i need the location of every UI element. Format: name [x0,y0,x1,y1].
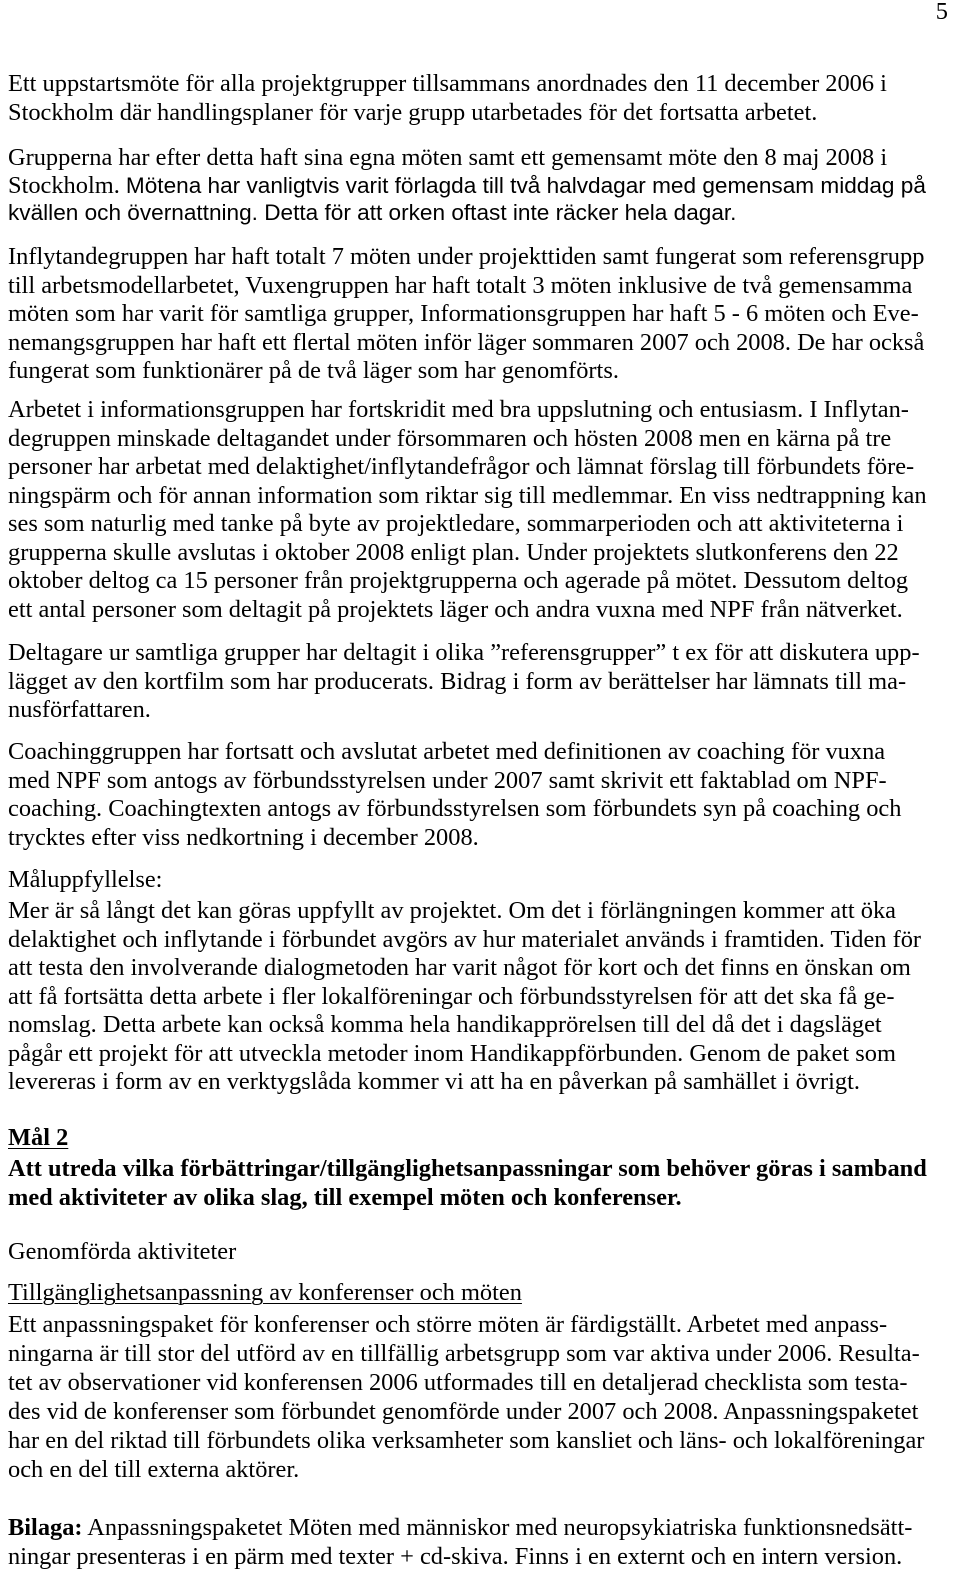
text-line [8,172,952,200]
text-line: coaching. Coachingtexten antogs av förbundsstyrelsen som förbundets syn på coaching och [8,795,902,822]
text-line: lägget av den kortfilm som har producerats. Bidrag i form av berättelser har lämnats till ma- [8,667,907,695]
text-line: till arbetsmodellarbetet, Vuxengruppen har haft totalt 3 möten inklusive de två gemensamma [8,271,913,299]
activities-heading [8,1238,952,1267]
text-line: degruppen minskade deltagandet under försommaren och hösten 2008 men en kärna på tre [8,424,892,452]
text-line: personer har arbetat med delaktighet/inflytandefrågor och lämnat förslag till förbundets före- [8,453,915,480]
activities-subheading [8,1279,952,1308]
text-line: att få fortsätta detta arbete i fler lokalföreningar och förbundsstyrelsen för att det ska få ge- [8,982,895,1010]
text-line [8,1513,952,1542]
paragraph-goal-fulfilment [8,897,952,1097]
text-line: delaktighet och inflytande i förbundet avgörs av hur materialet används i framtiden. Tiden för [8,925,922,953]
text-line: ett antal personer som deltagit på projektets läger och andra vuxna med NPF från nätverket. [8,595,903,623]
paragraph-activities [8,1310,952,1484]
text-line: med aktiviteter av olika slag, till exempel möten och konferenser. [8,1183,682,1211]
text-line: Ett anpassningspaket för konferenser och större möten är färdigställt. Arbetet med anpass- [8,1311,888,1338]
goal2-heading [8,1124,952,1153]
text-line: tet av observationer vid konferensen 2006 utformades till en detaljerad checklista som testa- [8,1369,908,1396]
paragraph-appendix [8,1513,952,1571]
paragraph-kickoff [8,70,952,127]
text-line: oktober deltog ca 15 personer från projektgrupperna och agerade på mötet. Dessutom deltog [8,567,909,594]
goal2-title: Mål 2 [8,1124,69,1151]
text-line: ses som naturlig med tanke på byte av projektledare, sommarperioden och att aktiviteterna i [8,510,904,537]
text-line: nomslag. Detta arbete kan också komma hela handikapprörelsen till del då det i dagsläget [8,1011,882,1038]
paragraph-information [8,396,952,624]
paragraph-coaching [8,738,952,852]
text-line: trycktes efter viss nedkortning i december 2008. [8,823,479,851]
text-line: ningarna är till stor del utförd av en tillfällig arbetsgrupp som var aktiva under 2006. Resulta- [8,1340,920,1367]
text-line: nemangsgruppen har haft ett flertal möten inför läger sommaren 2007 och 2008. De har också [8,328,925,356]
goal2-statement [8,1155,952,1212]
text-line: fungerat som funktionärer på de två läger som har genomförts. [8,357,619,384]
text-line: kvällen och övernattning. Detta för att orken oftast inte räcker hela dagar. [8,200,737,225]
page-number: 5 [935,0,948,25]
section-label: Genomförda aktiviteter [8,1238,237,1265]
text-line: Grupperna har efter detta haft sina egna möten samt ett gemensamt möte den 8 maj 2008 i [8,144,888,171]
goal-fulfilment-heading [8,866,952,895]
text-line: har en del riktad till förbundets olika verksamheter som kansliet och läns- och lokalföreningar [8,1427,925,1454]
paragraph-groups [8,243,952,386]
text-line: Deltagare ur samtliga grupper har deltagit i olika ”referensgrupper” t ex för att diskutera upp- [8,639,920,666]
text-line: Inflytandegruppen har haft totalt 7 möten under projekttiden samt fungerat som referensgrupp [8,243,925,270]
text-line: ningar presenteras i en pärm med texter + cd-skiva. Finns i en externt och en intern version. [8,1543,903,1570]
text-line: och en del till externa aktörer. [8,1456,300,1483]
heading-line [8,1279,952,1308]
heading-line [8,1124,952,1153]
text-line: ningspärm och för annan information som riktar sig till medlemmar. En viss nedtrappning kan [8,481,927,509]
text-line: att testa den involverande dialogmetoden har varit något för kort och det finns en önskan om [8,954,911,981]
text-line: levereras i form av en verktygslåda kommer vi att ha en påverkan på samhället i övrigt. [8,1068,861,1095]
text-segment: Anpassningspaketet Möten med människor med neuropsykiatriska funktionsnedsätt- [87,1514,913,1541]
section-label: Måluppfyllelse: [8,866,163,893]
text-line: pågår ett projekt för att utveckla metoder inom Handikappförbunden. Genom de paket som [8,1039,896,1067]
appendix-label: Bilaga: [8,1514,83,1541]
text-line: Mer är så långt det kan göras uppfyllt av projektet. Om det i förlängningen kommer att öka [8,897,896,924]
text-segment: Stockholm. [8,171,120,199]
text-line: med NPF som antogs av förbundsstyrelsen under 2007 samt skrivit ett faktablad om NPF- [8,766,887,794]
text-line: grupperna skulle avslutas i oktober 2008 enligt plan. Under projektets slutkonferens den 22 [8,538,899,566]
subheading-text: Tillgänglighetsanpassning av konferenser och möten [8,1279,522,1306]
text-line: Stockholm där handlingsplaner för varje grupp utarbetades för det fortsatta arbetet. [8,98,818,126]
text-segment: Mötena har vanligtvis varit förlagda till två halvdagar med gemensam middag på [125,172,926,198]
text-line: nusförfattaren. [8,696,151,723]
text-line: Coachinggruppen har fortsatt och avslutat arbetet med definitionen av coaching för vuxna [8,738,886,765]
text-line: Arbetet i informationsgruppen har fortskridit med bra uppslutning och entusiasm. I Inflytan- [8,396,909,423]
text-line: des vid de konferenser som förbundet genomförde under 2007 och 2008. Anpassningspaketet [8,1398,919,1425]
paragraph-meetings [8,144,952,227]
text-line: Att utreda vilka förbättringar/tillgänglighetsanpassningar som behöver göras i samband [8,1155,927,1182]
paragraph-reference [8,639,952,725]
text-line: Ett uppstartsmöte för alla projektgrupper tillsammans anordnades den 11 december 2006 i [8,70,887,97]
text-line: möten som har varit för samtliga grupper, Informationsgruppen har haft 5 - 6 möten och Eve- [8,300,919,327]
